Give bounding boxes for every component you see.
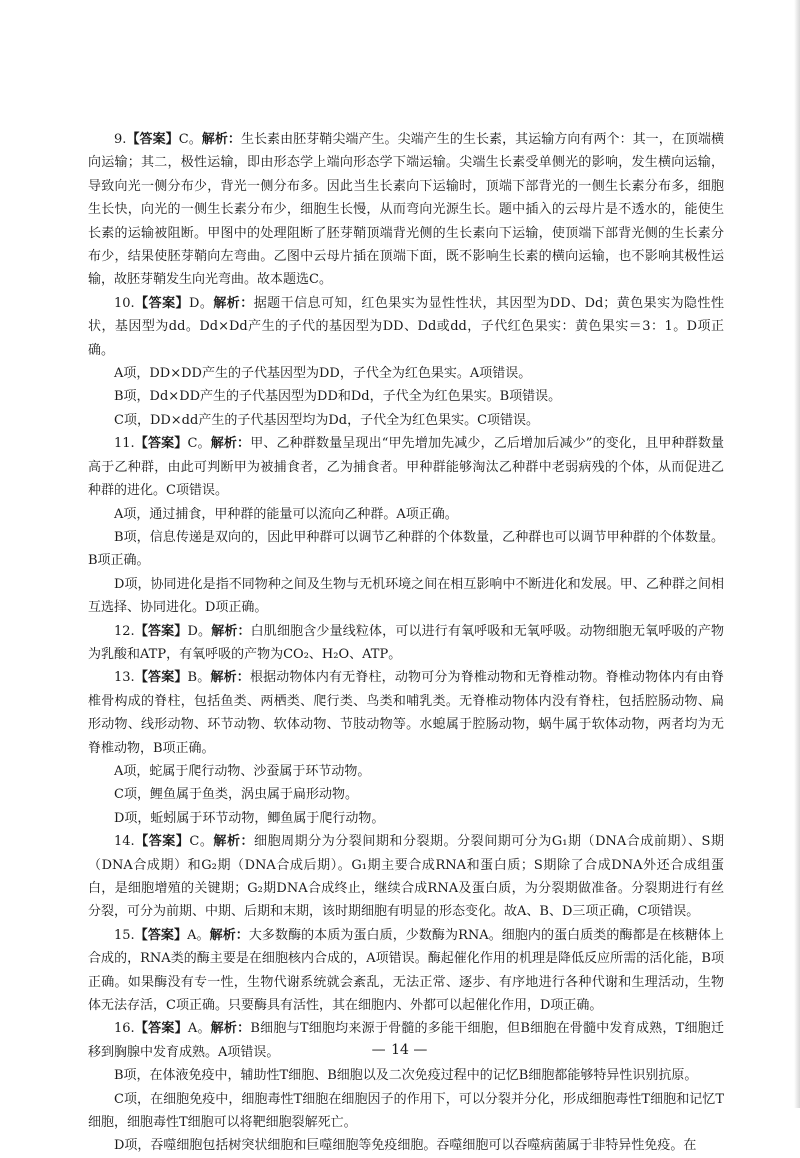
answer-choice: C。 <box>187 436 211 452</box>
answer-choice: D。 <box>188 295 214 311</box>
answer-tag: 【答案】 <box>134 670 188 686</box>
analysis-text: 根据动物体内有无脊柱，动物可分为脊椎动物和无脊椎动物。脊椎动物体内有由脊椎骨构成的脊柱，包括鱼类、两栖类、爬行类、鸟类和哺乳类。无脊椎动物体内没有脊柱，包括腔肠动物、扁形动物、线形动物、环节动物、软体动物、节肢动物等。水螅属于腔肠动物，蜗牛属于软体动物，两者均为无脊椎动物，B项正确。 <box>88 670 724 756</box>
option-analysis: C项，鲤鱼属于鱼类，涡虫属于扁形动物。 <box>114 787 358 803</box>
question-number: 15. <box>114 927 135 943</box>
answer-tag: 【答案】 <box>134 834 190 850</box>
page-footer <box>0 1042 800 1058</box>
question-number: 10. <box>114 295 135 311</box>
analysis-label: 解析： <box>210 670 250 686</box>
analysis-label: 解析： <box>201 132 241 147</box>
answer-choice: B。 <box>187 670 211 686</box>
answer-9 <box>88 128 724 292</box>
option-analysis: C项，DD×dd产生的子代基因型均为Dd，子代全为红色果实。C项错误。 <box>114 412 540 428</box>
option-analysis: D项，蚯蚓属于环节动物，鲫鱼属于爬行动物。 <box>114 810 385 826</box>
answer-15 <box>88 924 724 1018</box>
analysis-text: 据题干信息可知，红色果实为显性性状，其因型为DD、Dd；黄色果实为隐性性状，基因型为dd。Dd×Dd产生的子代的基因型为DD、Dd或dd，子代红色果实：黄色果实＝3：1。D项正确。 <box>88 295 724 358</box>
answer-13 <box>88 666 724 760</box>
analysis-label: 解析： <box>211 623 251 639</box>
option-analysis: B项，信息传递是双向的，因此甲种群可以调节乙种群的个体数量，乙种群也可以调节甲种群的个体数量。B项正确。 <box>88 529 724 569</box>
footer-dash-left: — <box>371 1042 387 1058</box>
option-analysis: A项，蛇属于爬行动物、沙蚕属于环节动物。 <box>114 763 371 779</box>
answer-choice: D。 <box>187 623 212 639</box>
question-number: 14. <box>114 834 135 850</box>
answer-10 <box>88 292 724 362</box>
answer-tag: 【答案】 <box>134 295 189 311</box>
page-number: 14 <box>391 1042 409 1058</box>
question-number: 9. <box>114 132 127 147</box>
analysis-label: 解析： <box>210 436 251 452</box>
option-analysis: D项，吞噬细胞包括树突状细胞和巨噬细胞等免疫细胞。吞噬细胞可以吞噬病菌属于非特异性免疫。在 <box>114 1138 697 1154</box>
answer-11 <box>88 432 724 502</box>
question-number: 11. <box>114 436 135 452</box>
scan-edge-shadow <box>794 0 800 1108</box>
analysis-text: 大多数酶的本质为蛋白质，少数酶为RNA。细胞内的蛋白质类的酶都是在核糖体上合成的，RNA类的酶主要是在细胞核内合成的，A项错误。酶起催化作用的机理是降低反应所需的活化能，B项正确。如果酶没有专一性，生物代谢系统就会紊乱，无法正常、逐步、有序地进行各种代谢和生理活动，生物体无法存活，C项正确。只要酶具有活性，其在细胞内、外都可以起催化作用，D项正确。 <box>88 927 724 1014</box>
answer-choice: A。 <box>187 927 210 943</box>
question-number: 13. <box>114 670 135 686</box>
answer-choice: A。 <box>187 1021 211 1037</box>
analysis-text: 细胞周期分为分裂间期和分裂期。分裂间期可分为G₁期（DNA合成前期）、S期（DNA合成期）和G₂期（DNA合成后期）。G₁期主要合成RNA和蛋白质；S期除了合成DNA外还合成组蛋白，是细胞增殖的关键期；G₂期DNA合成终止，继续合成RNA及蛋白质，为分裂期做准备。分裂期进行有丝分裂，可分为前期、中期、后期和末期，该时期细胞有明显的形态变化。故A、B、D三项正确，C项错误。 <box>88 834 724 920</box>
option-analysis: D项，协同进化是指不同物种之间及生物与无机环境之间在相互影响中不断进化和发展。甲、乙种群之间相互选择、协同进化。D项正确。 <box>88 576 724 616</box>
analysis-text: 甲、乙种群数量呈现出“甲先增加先减少，乙后增加后减少”的变化，且甲种群数量高于乙种群，由此可判断甲为被捕食者，乙为捕食者。甲种群能够淘汰乙种群中老弱病残的个体，从而促进乙种群的进化。C项错误。 <box>88 436 724 499</box>
analysis-text: 生长素由胚芽鞘尖端产生。尖端产生的生长素，其运输方向有两个：其一，在顶端横向运输；其二，极性运输，即由形态学上端向形态学下端运输。尖端生长素受单侧光的影响，发生横向运输，导致向光一侧分布少，背光一侧分布多。因此当生长素向下运输时，顶端下部背光的一侧生长素分布多，细胞生长快，向光的一侧生长素分布少，细胞生长慢，从而弯向光源生长。题中插入的云母片是不透水的，能使生长素的运输被阻断。甲图中的处理阻断了胚芽鞘顶端背光侧的生长素向下运输，使顶端下部背光侧的生长素分布少，结果使胚芽鞘向左弯曲。乙图中云母片插在顶端下面，既不影响生长素的横向运输，也不影响其极性运输，故胚芽鞘发生向光弯曲。故本题选C。 <box>88 132 724 288</box>
answer-tag: 【答案】 <box>134 1021 188 1037</box>
footer-dash-right: — <box>413 1042 429 1058</box>
question-number: 16. <box>114 1021 135 1037</box>
analysis-label: 解析： <box>213 834 255 850</box>
answer-tag: 【答案】 <box>126 132 179 147</box>
answer-choice: C。 <box>189 834 214 850</box>
answer-explanations <box>88 128 724 1158</box>
option-analysis: A项，DD×DD产生的子代基因型为DD，子代全为红色果实。A项错误。 <box>114 366 532 382</box>
option-analysis: A项，通过捕食，甲种群的能量可以流向乙种群。A项正确。 <box>114 506 458 522</box>
answer-tag: 【答案】 <box>134 927 188 943</box>
answer-tag: 【答案】 <box>134 623 188 639</box>
answer-12 <box>88 620 724 667</box>
option-analysis: B项，在体液免疫中，辅助性T细胞、B细胞以及二次免疫过程中的记忆B细胞都能够特异性识别抗原。 <box>114 1068 698 1084</box>
analysis-text: 白肌细胞含少量线粒体，可以进行有氧呼吸和无氧呼吸。动物细胞无氧呼吸的产物为乳酸和ATP，有氧呼吸的产物为CO₂、H₂O、ATP。 <box>88 623 724 662</box>
answer-14 <box>88 830 724 924</box>
question-number: 12. <box>114 623 135 639</box>
analysis-label: 解析： <box>213 295 254 311</box>
option-analysis: C项，在细胞免疫中，细胞毒性T细胞在细胞因子的作用下，可以分裂并分化，形成细胞毒性T细胞和记忆T细胞，细胞毒性T细胞可以将靶细胞裂解死亡。 <box>88 1091 724 1131</box>
analysis-text: B细胞与T细胞均来源于骨髓的多能干细胞，但B细胞在骨髓中发育成熟，T细胞迁移到胸腺中发育成熟。A项错误。 <box>88 1021 724 1060</box>
analysis-label: 解析： <box>209 927 249 943</box>
answer-choice: C。 <box>178 132 202 147</box>
analysis-label: 解析： <box>210 1021 251 1037</box>
option-analysis: B项，Dd×DD产生的子代基因型为DD和Dd，子代全为红色果实。B项错误。 <box>114 389 562 405</box>
answer-tag: 【答案】 <box>134 436 188 452</box>
